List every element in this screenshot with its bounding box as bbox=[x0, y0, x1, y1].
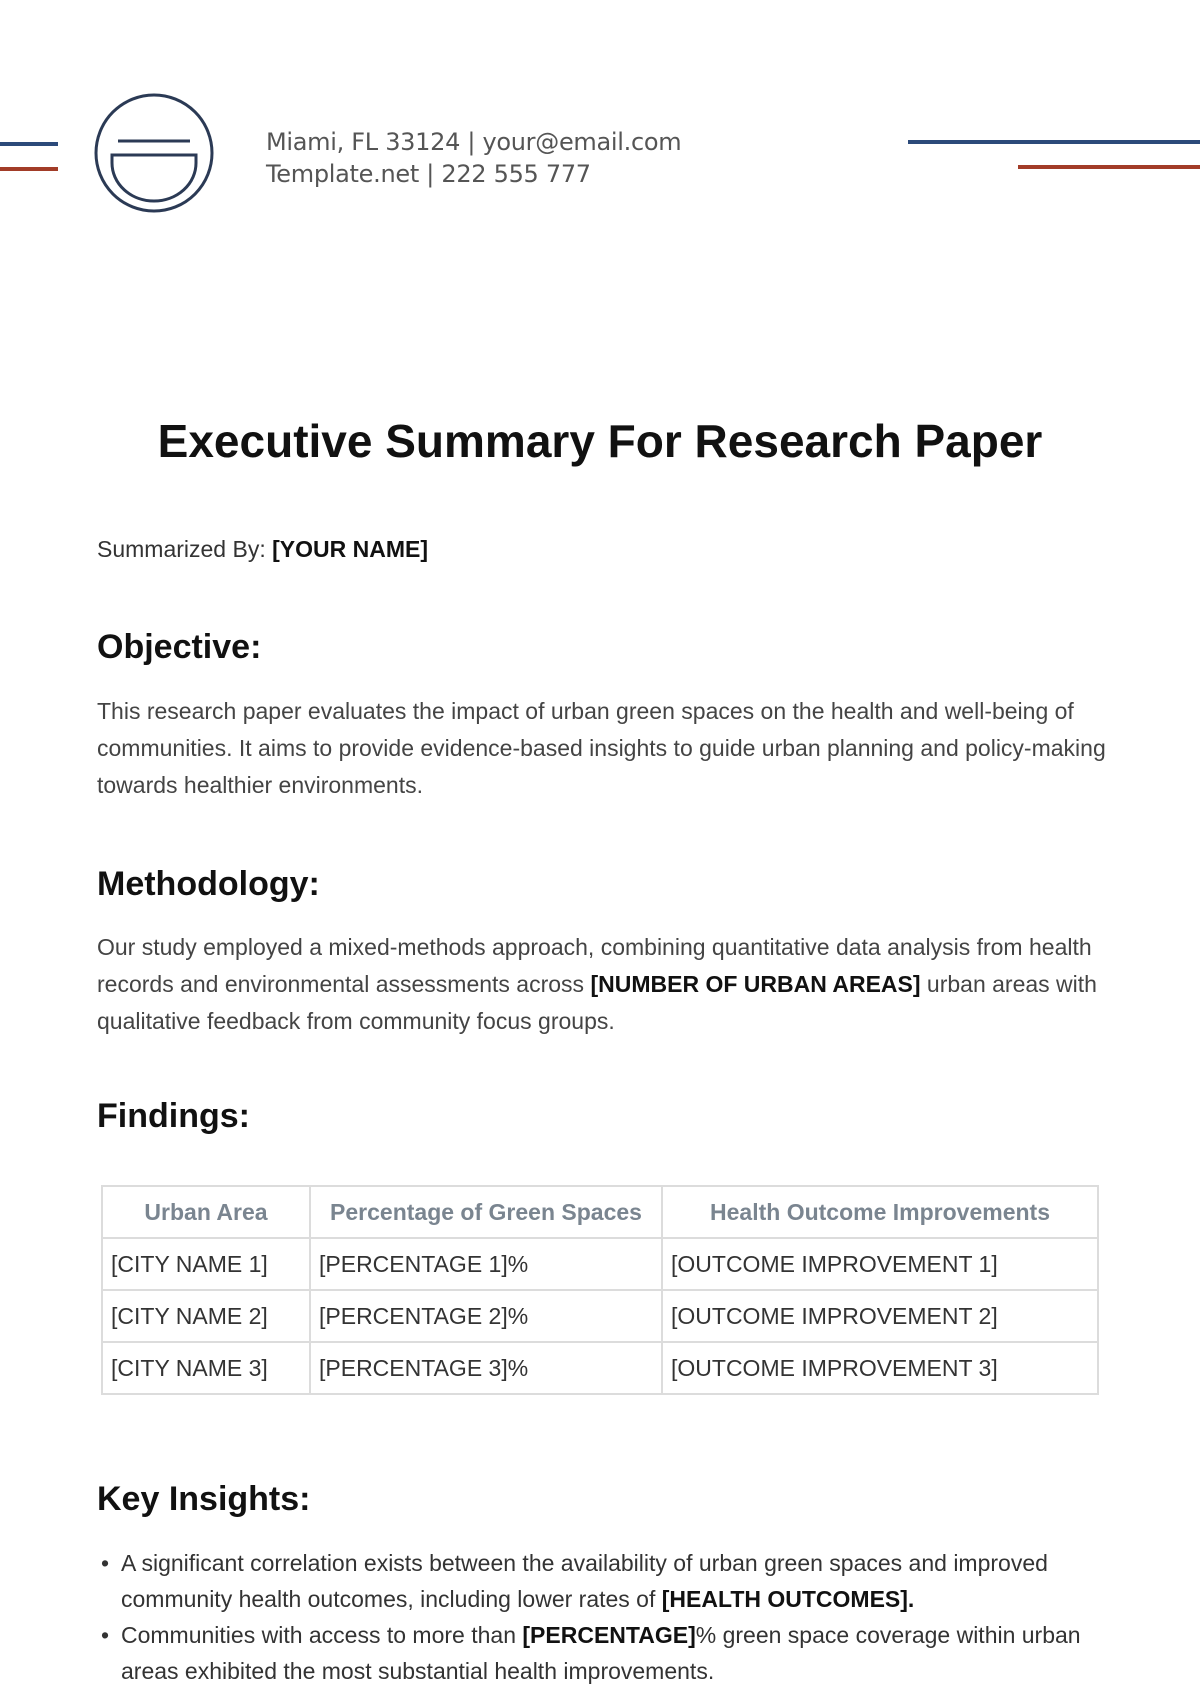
cell-percentage: [PERCENTAGE 3]% bbox=[310, 1342, 662, 1394]
contact-line-site-phone: Template.net | 222 555 777 bbox=[266, 160, 591, 188]
list-item bbox=[121, 1617, 1131, 1689]
header-left-red-line bbox=[0, 167, 58, 171]
methodology-text bbox=[97, 929, 1107, 1040]
methodology-heading: Methodology: bbox=[97, 865, 320, 903]
insight-text: A significant correlation exists between the availability of urban green spaces and improved community health outcomes, including lower rates of bbox=[121, 1550, 1048, 1612]
summarized-by-label: Summarized By: bbox=[97, 536, 273, 562]
methodology-text-part: urban areas with qualitative feedback from community focus groups. bbox=[97, 971, 1097, 1034]
cell-urban-area: [CITY NAME 2] bbox=[102, 1290, 310, 1342]
cell-percentage: [PERCENTAGE 2]% bbox=[310, 1290, 662, 1342]
table-row bbox=[102, 1238, 1098, 1290]
methodology-placeholder: [NUMBER OF URBAN AREAS] bbox=[590, 971, 921, 997]
header-right-blue-line bbox=[908, 140, 1200, 144]
summarized-by bbox=[97, 536, 428, 563]
cell-health-outcome: [OUTCOME IMPROVEMENT 1] bbox=[662, 1238, 1098, 1290]
column-header-health-outcome: Health Outcome Improvements bbox=[662, 1186, 1098, 1238]
table-row bbox=[102, 1290, 1098, 1342]
objective-text: This research paper evaluates the impact of urban green spaces on the health and well-being of communities. It aims to provide evidence-based insights to guide urban planning and policy-making towards healthier environments. bbox=[97, 698, 1106, 798]
cell-health-outcome: [OUTCOME IMPROVEMENT 2] bbox=[662, 1290, 1098, 1342]
cell-urban-area: [CITY NAME 3] bbox=[102, 1342, 310, 1394]
findings-table bbox=[101, 1185, 1099, 1395]
insight-text: Communities with access to more than bbox=[121, 1622, 523, 1648]
logo-icon bbox=[94, 93, 214, 213]
objective-heading: Objective: bbox=[97, 628, 262, 666]
cell-percentage: [PERCENTAGE 1]% bbox=[310, 1238, 662, 1290]
column-header-urban-area: Urban Area bbox=[102, 1186, 310, 1238]
table-header-row bbox=[102, 1186, 1098, 1238]
insight-text: % green space coverage within urban areas exhibited the most substantial health improvements. bbox=[121, 1622, 1081, 1684]
contact-line-address-email: Miami, FL 33124 | your@email.com bbox=[266, 128, 682, 156]
column-header-percentage: Percentage of Green Spaces bbox=[310, 1186, 662, 1238]
table-row bbox=[102, 1342, 1098, 1394]
summarized-by-value: [YOUR NAME] bbox=[272, 536, 428, 562]
methodology-text-part: Our study employed a mixed-methods approach, combining quantitative data analysis from health records and environmental assessments across bbox=[97, 934, 1092, 997]
cell-urban-area: [CITY NAME 1] bbox=[102, 1238, 310, 1290]
key-insights-list bbox=[97, 1545, 1131, 1689]
findings-heading: Findings: bbox=[97, 1097, 250, 1135]
contact-info bbox=[266, 126, 681, 190]
cell-health-outcome: [OUTCOME IMPROVEMENT 3] bbox=[662, 1342, 1098, 1394]
list-item bbox=[121, 1545, 1131, 1617]
header-left-blue-line bbox=[0, 142, 58, 146]
page-title: Executive Summary For Research Paper bbox=[157, 415, 1043, 467]
insight-placeholder: [HEALTH OUTCOMES]. bbox=[661, 1586, 915, 1612]
insight-placeholder: [PERCENTAGE] bbox=[522, 1622, 696, 1648]
key-insights-heading: Key Insights: bbox=[97, 1480, 311, 1518]
header-right-red-line bbox=[1018, 165, 1200, 169]
